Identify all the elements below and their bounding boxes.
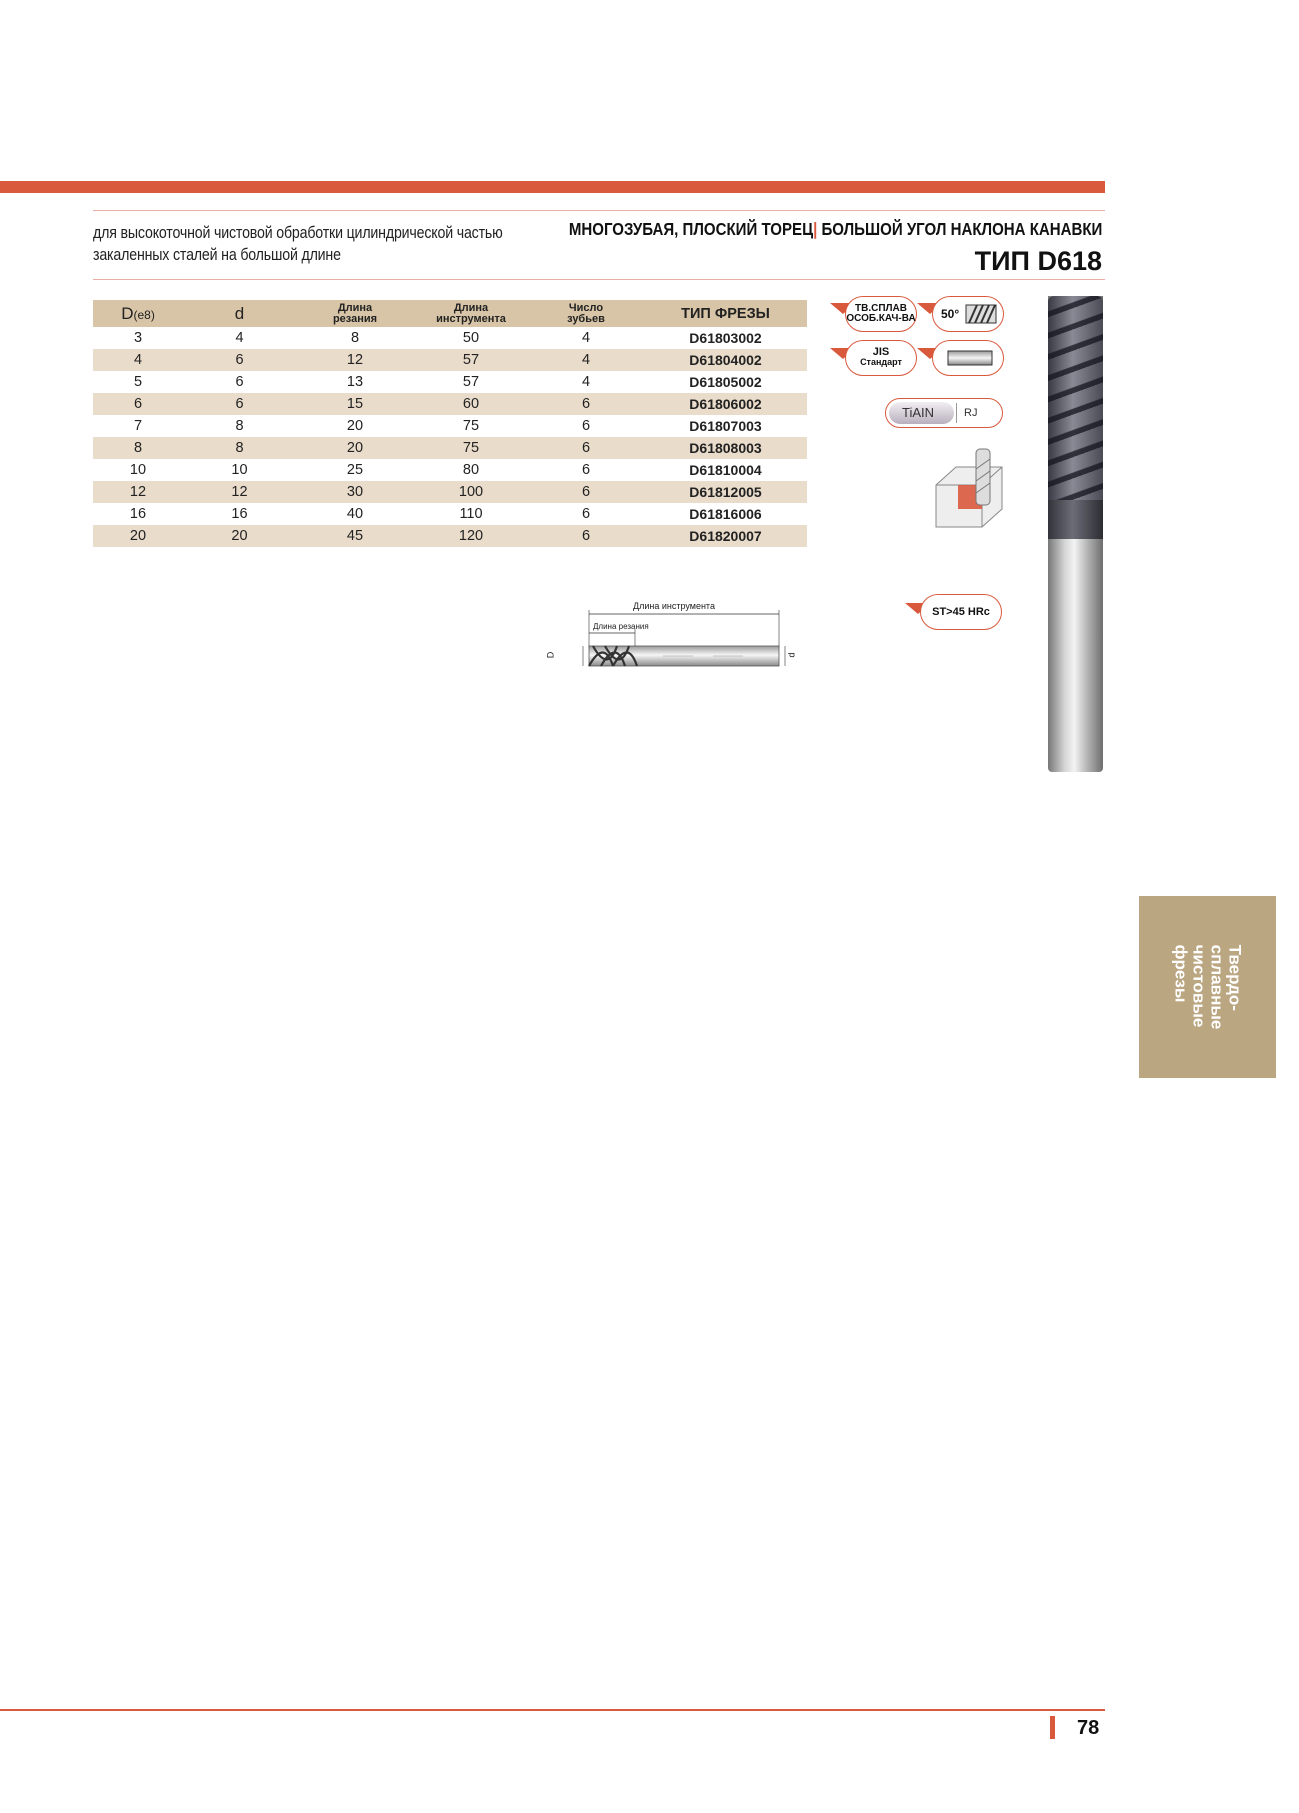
table-cell: 15 [296, 393, 414, 415]
tool-length-label: Длина инструмента [633, 601, 715, 611]
section-tab-text [1139, 896, 1276, 1078]
table-cell: 6 [528, 459, 644, 481]
table-cell: 8 [183, 437, 296, 459]
jis-badge-line-2: Стандарт [860, 357, 902, 367]
table-cell: 10 [93, 459, 183, 481]
table-cell: 6 [183, 393, 296, 415]
diameter-d-label: d [786, 652, 797, 658]
table-row [93, 503, 807, 525]
end-mill-photo-neck [1048, 500, 1103, 539]
table-cell: D61807003 [644, 415, 807, 437]
table-cell: 25 [296, 459, 414, 481]
table-cell: 6 [528, 481, 644, 503]
header-rule-bottom [93, 279, 1105, 280]
col-cut-length-l2: резания [332, 312, 378, 325]
table-cell: 120 [414, 525, 528, 547]
table-cell: D61816006 [644, 503, 807, 525]
coating-name: TiAIN [902, 405, 935, 420]
table-cell: 8 [296, 327, 414, 349]
jis-badge-line-1: JIS [872, 346, 890, 358]
table-cell: 12 [183, 481, 296, 503]
table-cell: 110 [414, 503, 528, 525]
table-row [93, 437, 807, 459]
hardness-badge [920, 594, 1002, 630]
table-cell: 6 [183, 349, 296, 371]
hardness-value: ST>45 HRc [932, 606, 990, 618]
table-cell: 45 [296, 525, 414, 547]
table-cell: 60 [414, 393, 528, 415]
table-cell: 6 [528, 503, 644, 525]
col-type: ТИП ФРЕЗЫ [644, 300, 807, 327]
table-cell: 12 [296, 349, 414, 371]
product-title [568, 219, 1102, 240]
coating-divider [956, 403, 957, 423]
table-cell: 6 [528, 393, 644, 415]
col-cut-length-l1: Длина [337, 301, 373, 314]
table-cell: 8 [93, 437, 183, 459]
table-cell: 6 [93, 393, 183, 415]
table-cell: 6 [528, 437, 644, 459]
table-cell: 16 [93, 503, 183, 525]
table-row [93, 371, 807, 393]
table-cell: D61810004 [644, 459, 807, 481]
material-badge-line-1: ТВ.СПЛАВ [855, 303, 907, 314]
material-badge [845, 296, 917, 332]
helix-badge [932, 296, 1004, 332]
table-cell: D61808003 [644, 437, 807, 459]
col-flutes [528, 300, 644, 327]
col-tool-length [414, 300, 528, 327]
diameter-D-label: D [545, 651, 556, 659]
cylindrical-shank-icon [947, 350, 993, 366]
table-cell: 20 [93, 525, 183, 547]
subtitle-line-2: закаленных сталей на большой длине [93, 246, 341, 264]
table-cell: 4 [528, 371, 644, 393]
col-flutes-l2: зубьев [567, 312, 605, 325]
subtitle-line-1: для высокоточной чистовой обработки цилиндрической частью [93, 224, 503, 242]
table-cell: 4 [93, 349, 183, 371]
dimension-lines [553, 598, 815, 674]
col-d: d [183, 300, 296, 327]
table-cell: 75 [414, 437, 528, 459]
table-cell: 40 [296, 503, 414, 525]
table-row [93, 525, 807, 547]
table-cell: 30 [296, 481, 414, 503]
table-header-row [93, 300, 807, 327]
table-cell: 20 [296, 437, 414, 459]
col-D [93, 300, 183, 327]
table-cell: 57 [414, 349, 528, 371]
table-cell: 8 [183, 415, 296, 437]
col-flutes-l1: Число [568, 301, 604, 314]
coating-code: RJ [964, 407, 978, 419]
table-cell: D61806002 [644, 393, 807, 415]
table-cell: 100 [414, 481, 528, 503]
table-cell: 57 [414, 371, 528, 393]
title-part-1: МНОГОЗУБАЯ, ПЛОСКИЙ ТОРЕЦ [568, 219, 813, 239]
table-cell: D61812005 [644, 481, 807, 503]
header-rule [93, 210, 1105, 211]
table-cell: D61803002 [644, 327, 807, 349]
table-cell: 16 [183, 503, 296, 525]
table-cell: 3 [93, 327, 183, 349]
table-row [93, 327, 807, 349]
specification-table [93, 300, 807, 547]
cut-length-label: Длина резания [593, 622, 649, 631]
coating-badge [885, 398, 1003, 428]
col-tool-length-l2: инструмента [436, 312, 506, 325]
table-cell: 6 [528, 525, 644, 547]
col-cut-length [296, 300, 414, 327]
table-row [93, 415, 807, 437]
table-cell: 75 [414, 415, 528, 437]
jis-badge [845, 340, 917, 376]
col-D-label: D [121, 303, 134, 323]
table-cell: 6 [528, 415, 644, 437]
table-cell: 4 [528, 349, 644, 371]
table-cell: 4 [183, 327, 296, 349]
helix-angle: 50° [941, 307, 960, 321]
shank-badge [932, 340, 1004, 376]
page-number-marker [1050, 1716, 1055, 1739]
page-number: 78 [1077, 1717, 1100, 1739]
table-cell: D61804002 [644, 349, 807, 371]
section-tab-label: Твердо- сплавные чистовые фрезы [1171, 944, 1245, 1030]
table-cell: D61805002 [644, 371, 807, 393]
table-cell: 4 [528, 327, 644, 349]
table-cell: 12 [93, 481, 183, 503]
product-type: ТИП D618 [974, 246, 1102, 276]
table-cell: 20 [296, 415, 414, 437]
table-cell: 13 [296, 371, 414, 393]
dimension-drawing [545, 598, 815, 674]
top-accent-bar [0, 181, 1105, 193]
footer-rule [0, 1709, 1105, 1711]
table-cell: 20 [183, 525, 296, 547]
table-row [93, 481, 807, 503]
application-subtitle [93, 222, 503, 266]
table-row [93, 349, 807, 371]
title-part-2: БОЛЬШОЙ УГОЛ НАКЛОНА КАНАВКИ [816, 219, 1102, 239]
title-separator: | [812, 219, 817, 239]
table-cell: D61820007 [644, 525, 807, 547]
table-row [93, 393, 807, 415]
helix-flute-icon [965, 304, 997, 324]
table-cell: 10 [183, 459, 296, 481]
col-tool-length-l1: Длина [453, 301, 489, 314]
table-cell: 7 [93, 415, 183, 437]
table-cell: 80 [414, 459, 528, 481]
table-cell: 5 [93, 371, 183, 393]
side-milling-illustration [928, 447, 1004, 531]
table-cell: 6 [183, 371, 296, 393]
material-badge-line-2: ОСОБ.КАЧ-ВА [846, 313, 916, 324]
col-D-tolerance: (e8) [133, 307, 155, 322]
table-cell: 50 [414, 327, 528, 349]
table-row [93, 459, 807, 481]
